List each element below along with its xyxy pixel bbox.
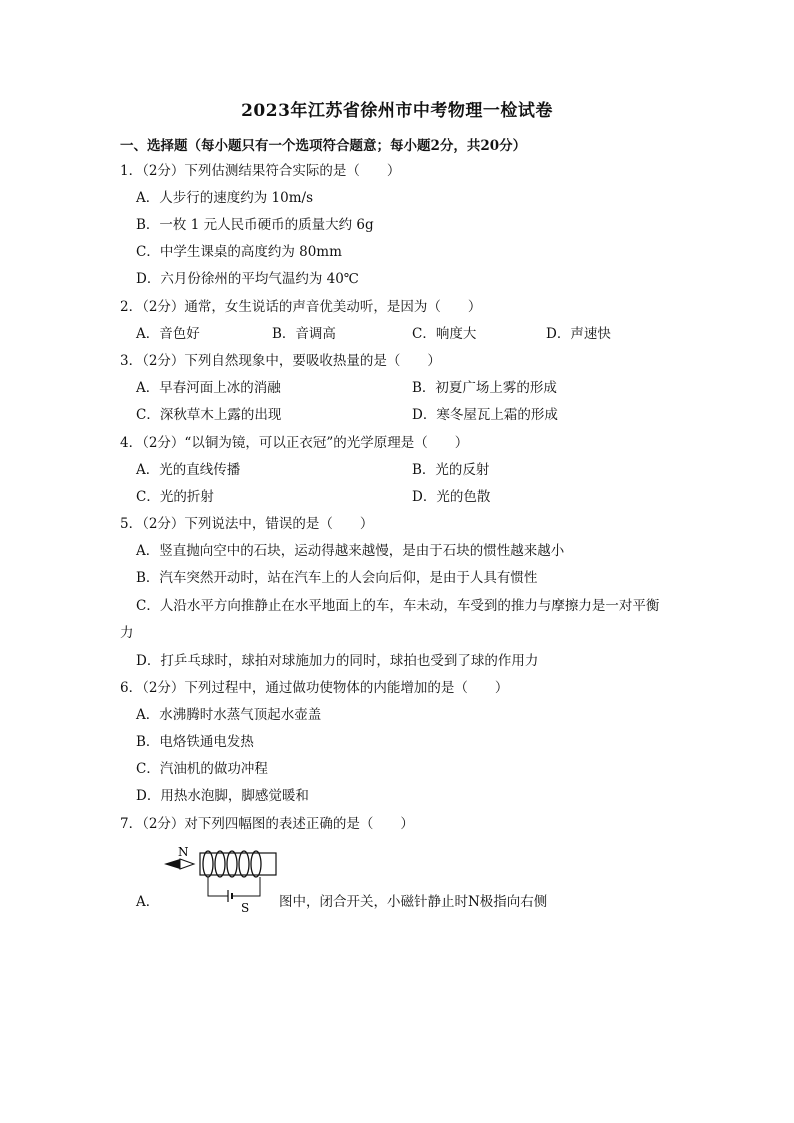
compass-needle-north <box>164 859 180 869</box>
solenoid-figure <box>160 838 280 914</box>
compass-needle-south <box>180 859 194 869</box>
question-2-option-c[interactable]: C．响度大 <box>412 326 477 342</box>
question-4-option-d[interactable]: D．光的色散 <box>412 489 491 505</box>
question-3-option-c[interactable]: C．深秋草木上露的出现 <box>136 407 282 423</box>
question-2-option-b[interactable]: B．音调高 <box>272 326 336 342</box>
question-3-option-a[interactable]: A．早春河面上冰的消融 <box>136 380 281 396</box>
question-5-option-b[interactable]: B．汽车突然开动时，站在汽车上的人会向后仰，是由于人具有惯性 <box>136 570 538 586</box>
exam-title: 2023年江苏省徐州市中考物理一检试卷 <box>241 101 553 121</box>
solenoid-coils <box>203 851 261 877</box>
question-5-stem: 5．（2分）下列说法中，错误的是（ ） <box>120 516 374 532</box>
question-5-option-c[interactable]: C．人沿水平方向推静止在水平地面上的车，车未动，车受到的推力与摩擦力是一对平衡 <box>136 598 660 614</box>
question-6-option-c[interactable]: C．汽油机的做功冲程 <box>136 761 268 777</box>
question-7-option-a-text: 图中，闭合开关，小磁针静止时N极指向右侧 <box>279 894 548 910</box>
question-6-option-a[interactable]: A．水沸腾时水蒸气顶起水壶盖 <box>136 707 322 723</box>
question-4-option-b[interactable]: B．光的反射 <box>412 462 490 478</box>
question-1-stem: 1．（2分）下列估测结果符合实际的是（ ） <box>120 163 401 179</box>
question-7-option-a-label[interactable]: A． <box>136 894 160 910</box>
question-1-option-b[interactable]: B．一枚 1 元人民币硬币的质量大约 6g <box>136 217 374 233</box>
question-5-option-d[interactable]: D．打乒乓球时，球拍对球施加力的同时，球拍也受到了球的作用力 <box>136 653 539 669</box>
question-5-option-a[interactable]: A．竖直抛向空中的石块，运动得越来越慢，是由于石块的惯性越来越小 <box>136 543 565 559</box>
question-7-stem: 7．（2分）对下列四幅图的表述正确的是（ ） <box>120 816 414 832</box>
circuit-wire-right <box>240 877 260 896</box>
question-4-option-c[interactable]: C．光的折射 <box>136 489 214 505</box>
question-4-stem: 4．（2分）“以铜为镜，可以正衣冠”的光学原理是（ ） <box>120 435 469 451</box>
question-3-stem: 3．（2分）下列自然现象中，要吸收热量的是（ ） <box>120 353 441 369</box>
question-4-option-a[interactable]: A．光的直线传播 <box>136 462 241 478</box>
question-3-option-b[interactable]: B．初夏广场上雾的形成 <box>412 380 557 396</box>
question-3-option-d[interactable]: D．寒冬屋瓦上霜的形成 <box>412 407 558 423</box>
question-2-option-a[interactable]: A．音色好 <box>136 326 200 342</box>
question-6-option-b[interactable]: B．电烙铁通电发热 <box>136 734 254 750</box>
question-6-option-d[interactable]: D．用热水泡脚，脚感觉暖和 <box>136 788 309 804</box>
solenoid-diagram <box>160 838 280 914</box>
section-heading: 一、选择题（每小题只有一个选项符合题意；每小题2分，共20分） <box>120 138 527 154</box>
question-6-stem: 6．（2分）下列过程中，通过做功使物体的内能增加的是（ ） <box>120 680 509 696</box>
question-1-option-d[interactable]: D．六月份徐州的平均气温约为 40℃ <box>136 271 359 287</box>
question-2-stem: 2．（2分）通常，女生说话的声音优美动听，是因为（ ） <box>120 299 482 315</box>
question-2-option-d[interactable]: D．声速快 <box>546 326 611 342</box>
question-5-option-c-continued: 力 <box>120 625 134 641</box>
question-1-option-a[interactable]: A．人步行的速度约为 10m/s <box>136 190 313 206</box>
question-1-option-c[interactable]: C．中学生课桌的高度约为 80mm <box>136 244 342 260</box>
compass-n-label: N <box>178 845 189 859</box>
circuit-wire-left <box>208 877 228 896</box>
switch-s-label: S <box>241 901 250 914</box>
